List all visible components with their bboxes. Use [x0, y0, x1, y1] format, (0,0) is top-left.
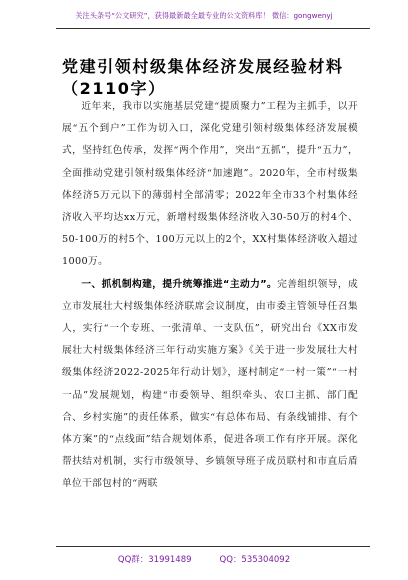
header-banner: 关注头条号“公文研究”，获得最新最全最专业的公文资料库！ 微信：gongwenyj — [75, 11, 333, 20]
document-title — [62, 56, 362, 100]
footer-divider — [56, 546, 370, 547]
section-1-heading: 一、抓机制构建，提升统筹推进“主动力”。 — [81, 278, 278, 290]
title-line-1: 党建引领村级集体经济发展经验材料 — [62, 57, 344, 76]
paragraph-intro: 近年来，我市以实施基层党建“提质聚力”工程为主抓手，以开展“五个到户”工作为切入口，深化党建引领村级集体经济发展模式，坚持红色传承，发挥“两个作用”，突出“五抓”，提升“五力”，全面推动党建引领村级集体经济“加速跑”。2020年，全市村级集体经济5万元以下的薄弱村全部清零；2022年全市33个村集体经济收入平均达xx万元，新增村级集体经济收入30-50万的村4个、50-100万的村5个、100万元以上的2个，XX村集体经济收入超过1000万。 — [62, 101, 358, 268]
header-divider — [56, 28, 370, 29]
section-1-body: 完善组织领导，成立市发展壮大村级集体经济联席会议制度，由市委主管领导任召集人，实行“一个专班、一张清单、一支队伍”，研究出台《XX市发展壮大村级集体经济三年行动实施方案》《关于进一步发展壮大村级集体经济2022-2025年行动计划》，逐村制定“一村一策”“一村一品”发展规划，构建“市委领导、组织牵头、农口主抓、部门配合、乡村实施”的责任体系，做实“有总体布局、有条线铺排、有个体方案”的“点线面”结合规划体系，促进各项工作有序开展。深化帮扶结对机制，实行市级领导、乡镇领导班子成员联村和市直后盾单位干部包村的“两联 — [62, 278, 358, 490]
paragraph-section-1 — [62, 274, 358, 496]
title-line-2: （2110字） — [62, 79, 166, 98]
footer — [0, 553, 408, 565]
document-body — [62, 96, 358, 496]
footer-qq: QQ：535304092 — [219, 555, 291, 565]
footer-qq-group: QQ群：31991489 — [117, 555, 192, 565]
